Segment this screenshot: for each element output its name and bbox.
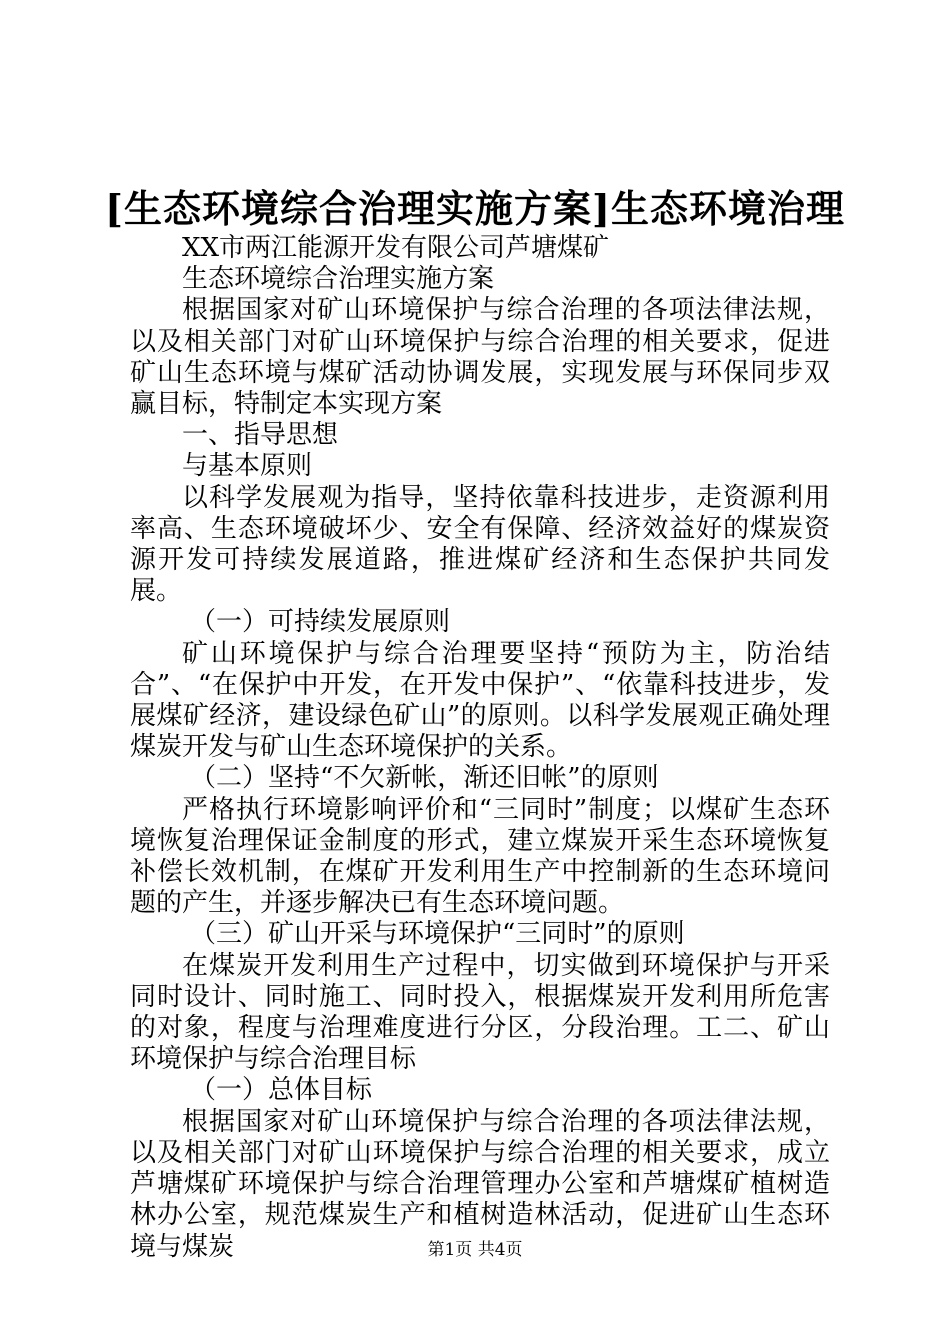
paragraph: （二）坚持“不欠新帐，渐还旧帐”的原则 (190, 763, 659, 794)
paragraph: （一）可持续发展原则 (190, 607, 451, 638)
paragraph: 矿山环境保护与综合治理要坚持“预防为主，防治结合”、“在保护中开发，在开发中保护”、“依靠科技进步，发展煤矿经济，建设绿色矿山”的原则。以科学发展观正确处理煤炭开发与矿山生态环境保护的关系。 (130, 638, 830, 763)
paragraph: （三）矿山开采与环境保护“三同时”的原则 (190, 919, 685, 950)
paragraph: 根据国家对矿山环境保护与综合治理的各项法律法规，以及相关部门对矿山环境保护与综合治理的相关要求，成立芦塘煤矿环境保护与综合治理管理办公室和芦塘煤矿植树造林办公室，规范煤炭生产和植树造林活动，促进矿山生态环境与煤炭 (130, 1106, 830, 1262)
paragraph: （一）总体目标 (190, 1075, 373, 1106)
paragraph: XX市两江能源开发有限公司芦塘煤矿 (182, 233, 610, 263)
paragraph: 生态环境综合治理实施方案 (182, 264, 495, 295)
paragraph: 严格执行环境影响评价和“三同时”制度；以煤矿生态环境恢复治理保证金制度的形式，建立煤炭开采生态环境恢复补偿长效机制，在煤矿开发利用生产中控制新的生态环境问题的产生，并逐步解决已有生态环境问题。 (130, 794, 830, 919)
paragraph: 与基本原则 (182, 451, 313, 482)
document-title: [生态环境综合治理实施方案]生态环境治理 (105, 186, 845, 231)
paragraph: 以科学发展观为指导，坚持依靠科技进步，走资源利用率高、生态环境破坏少、安全有保障、经济效益好的煤炭资源开发可持续发展道路，推进煤矿经济和生态保护共同发展。 (130, 482, 830, 607)
paragraph: 根据国家对矿山环境保护与综合治理的各项法律法规，以及相关部门对矿山环境保护与综合治理的相关要求，促进矿山生态环境与煤矿活动协调发展，实现发展与环保同步双赢目标，特制定本实现方案 (130, 295, 830, 420)
document-body (130, 233, 830, 1263)
paragraph: 在煤炭开发利用生产过程中，切实做到环境保护与开采同时设计、同时施工、同时投入，根据煤炭开发利用所危害的对象，程度与治理难度进行分区，分段治理。工二、矿山环境保护与综合治理目标 (130, 950, 830, 1075)
paragraph: 一、指导思想 (182, 420, 339, 451)
page-footer: 第1页 共4页 (427, 1240, 523, 1260)
